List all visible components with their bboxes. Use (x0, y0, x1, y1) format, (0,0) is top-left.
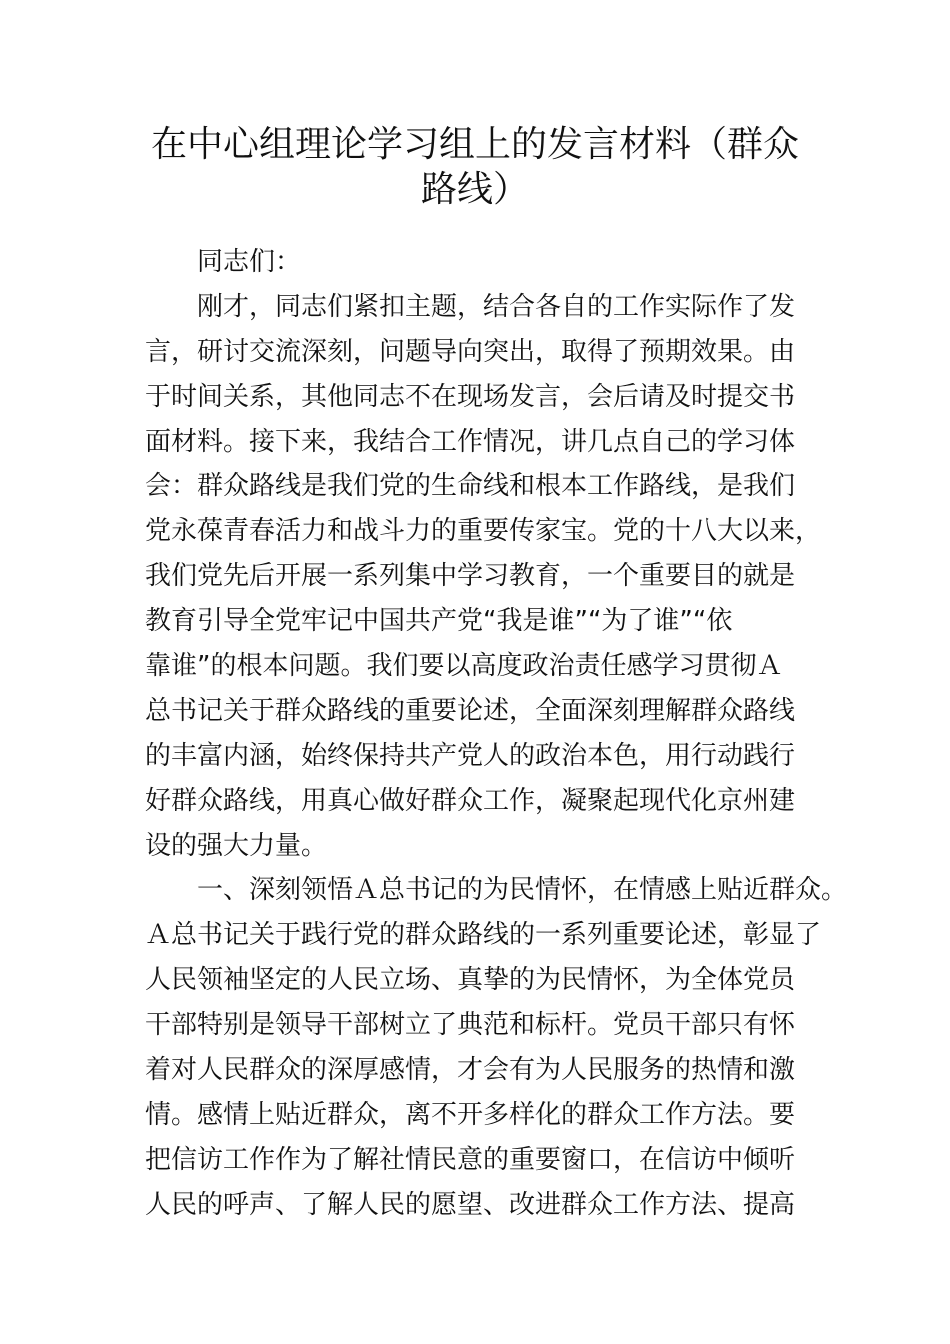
paragraph-line: 教育引导全党牢记中国共产党“我是谁”“为了谁”“依 (145, 606, 733, 637)
paragraph-line: 设的强大力量。 (145, 830, 328, 861)
paragraph-line: 着对人民群众的深厚感情，才会有为人民服务的热情和激 (145, 1055, 796, 1086)
paragraph-line: 总书记关于群众路线的重要论述，全面深刻理解群众路线 (145, 695, 796, 726)
section-heading-line: 一、深刻领悟Ａ总书记的为民情怀，在情感上贴近群众。 (197, 875, 848, 906)
paragraph-line: 情。感情上贴近群众，离不开多样化的群众工作方法。要 (145, 1099, 796, 1130)
document-title (140, 118, 810, 208)
paragraph-line: 于时间关系，其他同志不在现场发言，会后请及时提交书 (145, 381, 796, 412)
paragraph-line: 人民领袖坚定的人民立场、真挚的为民情怀，为全体党员 (145, 965, 796, 996)
paragraph-line: 靠谁”的根本问题。我们要以高度政治责任感学习贯彻Ａ (145, 651, 783, 682)
paragraph-line: 把信访工作作为了解社情民意的重要窗口，在信访中倾听 (145, 1144, 796, 1175)
paragraph-line: 刚才，同志们紧扣主题，结合各自的工作实际作了发 (197, 291, 796, 322)
paragraph-line: 人民的呼声、了解人民的愿望、改进群众工作方法、提高 (145, 1189, 796, 1220)
title-line-1: 在中心组理论学习组上的发言材料（群众 (150, 124, 799, 165)
paragraph-line: 的丰富内涵，始终保持共产党人的政治本色，用行动践行 (145, 740, 796, 771)
document-body (145, 240, 848, 1228)
paragraph-line: 我们党先后开展一系列集中学习教育，一个重要目的就是 (145, 561, 796, 592)
paragraph-line: 会：群众路线是我们党的生命线和根本工作路线，是我们 (145, 471, 796, 502)
paragraph-line: 干部特别是领导干部树立了典范和标杆。党员干部只有怀 (145, 1010, 796, 1041)
title-line-2: 路线） (420, 168, 529, 210)
paragraph-line: 党永葆青春活力和战斗力的重要传家宝。党的十八大以来， (145, 516, 822, 547)
paragraph-line: 好群众路线，用真心做好群众工作，凝聚起现代化京州建 (145, 785, 796, 816)
paragraph-line: 面材料。接下来，我结合工作情况，讲几点自己的学习体 (145, 426, 796, 457)
salutation: 同志们： (197, 247, 302, 277)
paragraph-line: 言，研讨交流深刻，问题导向突出，取得了预期效果。由 (145, 336, 796, 367)
paragraph-line: Ａ总书记关于践行党的群众路线的一系列重要论述，彰显了 (145, 920, 822, 951)
